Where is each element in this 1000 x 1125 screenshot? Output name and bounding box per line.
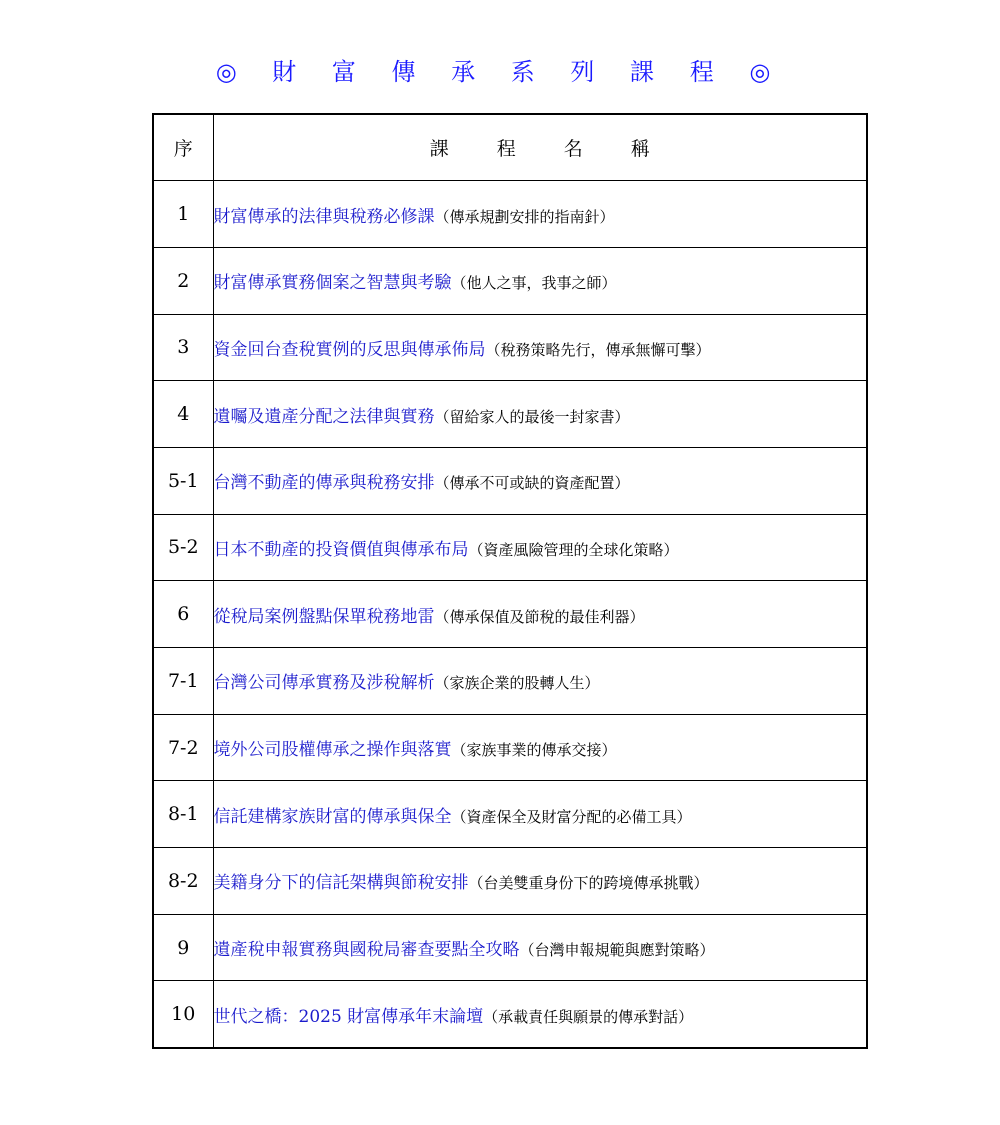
table-row [153,714,867,781]
course-name-cell [213,914,867,981]
header-course-name-label: 課程名稱 [429,138,698,161]
course-seq: 2 [153,247,213,314]
table-row [153,247,867,314]
table-row [153,648,867,715]
header-seq: 序 [153,114,213,181]
course-name-cell [213,581,867,648]
course-rows [153,181,867,1048]
course-title: 財富傳承實務個案之智慧與考驗 [213,273,452,294]
course-name-cell [213,848,867,915]
course-subtitle: （稅務策略先行，傳承無懈可擊） [485,340,711,359]
course-name-cell [213,381,867,448]
course-seq: 7-1 [153,648,213,715]
course-subtitle: （他人之事，我事之師） [451,274,617,293]
table-row [153,981,867,1048]
course-name-cell [213,447,867,514]
course-seq: 7-2 [153,714,213,781]
course-title: 財富傳承的法律與稅務必修課 [213,206,435,227]
header-course-name [213,114,867,181]
course-name-cell [213,981,867,1048]
course-title: 境外公司股權傳承之操作與落實 [213,740,452,761]
course-name-cell [213,648,867,715]
course-subtitle: （資產保全及財富分配的必備工具） [451,807,692,826]
course-subtitle: （傳承保值及節稅的最佳利器） [434,607,645,626]
course-subtitle: （資產風險管理的全球化策略） [468,540,679,559]
course-subtitle: （留給家人的最後一封家書） [434,407,630,426]
course-seq: 5-2 [153,514,213,581]
course-seq: 9 [153,914,213,981]
table-row [153,914,867,981]
course-title: 世代之橋：2025 財富傳承年末論壇 [213,1006,484,1027]
course-title: 遺產稅申報實務與國稅局審查要點全攻略 [213,940,520,961]
course-subtitle: （傳承不可或缺的資產配置） [434,474,630,493]
course-name-cell [213,514,867,581]
table-row [153,314,867,381]
course-seq: 4 [153,381,213,448]
course-subtitle: （家族企業的股轉人生） [434,674,600,693]
table-row [153,181,867,248]
table-row [153,381,867,448]
course-title: 台灣公司傳承實務及涉稅解析 [213,673,435,694]
course-subtitle: （承載責任與願景的傳承對話） [483,1007,694,1026]
table-row [153,514,867,581]
course-title: 資金回台查稅實例的反思與傳承佈局 [213,339,486,360]
course-title: 台灣不動產的傳承與稅務安排 [213,473,435,494]
course-name-cell [213,714,867,781]
course-subtitle: （台美雙重身份下的跨境傳承挑戰） [468,874,709,893]
table-row [153,781,867,848]
course-table [152,113,868,1049]
table-row [153,581,867,648]
course-seq: 8-1 [153,781,213,848]
course-title: 日本不動產的投資價值與傳承布局 [213,539,469,560]
course-name-cell [213,314,867,381]
course-seq: 8-2 [153,848,213,915]
course-name-cell [213,247,867,314]
course-seq: 10 [153,981,213,1048]
course-subtitle: （家族事業的傳承交接） [451,741,617,760]
course-seq: 5-1 [153,447,213,514]
course-name-cell [213,181,867,248]
course-title: 遺囑及遺產分配之法律與實務 [213,406,435,427]
course-subtitle: （傳承規劃安排的指南針） [434,207,615,226]
course-seq: 1 [153,181,213,248]
table-row [153,848,867,915]
course-title: 美籍身分下的信託架構與節稅安排 [213,873,469,894]
course-title: 信託建構家族財富的傳承與保全 [213,806,452,827]
course-name-cell [213,781,867,848]
course-subtitle: （台灣申報規範與應對策略） [519,941,715,960]
table-row [153,447,867,514]
course-title: 從稅局案例盤點保單稅務地雷 [213,606,435,627]
table-header-row [153,114,867,181]
page-title: ◎ 財 富 傳 承 系 列 課 程 ◎ [215,58,785,86]
course-seq: 6 [153,581,213,648]
course-seq: 3 [153,314,213,381]
